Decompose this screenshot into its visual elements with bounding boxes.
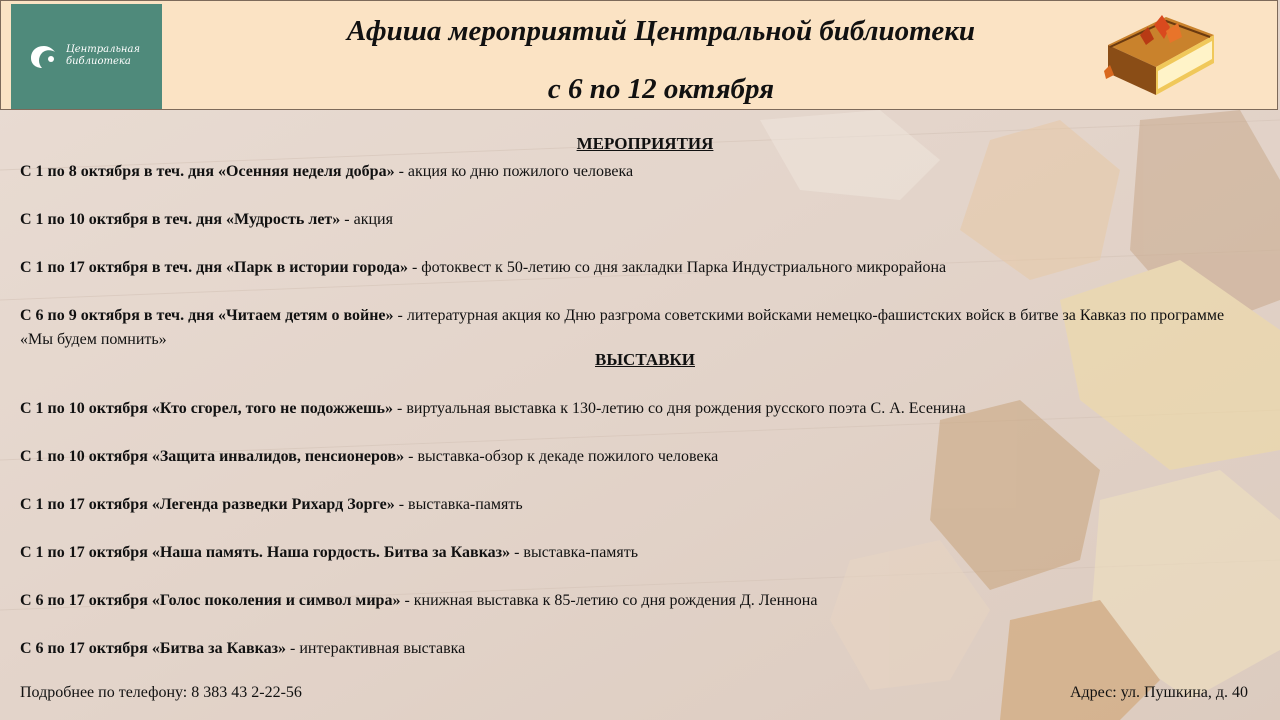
event-name: «Мудрость лет» (226, 211, 341, 228)
event-item (20, 208, 1240, 232)
logo-text-line2: библиотека (66, 56, 131, 67)
exhibition-name: «Кто сгорел, того не подожжешь» (151, 400, 394, 417)
footer-address: Адрес: ул. Пушкина, д. 40 (1069, 684, 1248, 701)
library-logo-icon (29, 44, 59, 70)
event-name: «Осенняя неделя добра» (218, 163, 395, 180)
exhibition-name: «Битва за Кавказ» (151, 640, 287, 657)
exhibition-item (20, 493, 1240, 517)
library-logo (11, 4, 162, 109)
event-name: «Читаем детям о войне» (218, 307, 394, 324)
exhibition-date: С 6 по 17 октября (20, 640, 148, 657)
exhibition-date: С 1 по 10 октября (20, 400, 148, 417)
exhibition-name: «Голос поколения и символ мира» (151, 592, 401, 609)
header-banner (0, 0, 1278, 110)
exhibition-date: С 1 по 10 октября (20, 448, 148, 465)
event-description: - литературная акция ко Дню разгрома советскими войсками немецко-фашистских войск в битве за Кавказ по программе «Мы будем помнить» (20, 307, 1225, 348)
exhibition-description: - интерактивная выставка (286, 640, 466, 657)
event-name: «Парк в истории города» (226, 259, 408, 276)
exhibitions-heading: ВЫСТАВКИ (595, 350, 695, 369)
event-item (20, 160, 1240, 184)
exhibition-item (20, 637, 1240, 661)
event-item (20, 256, 1240, 280)
exhibition-name: «Защита инвалидов, пенсионеров» (151, 448, 405, 465)
exhibition-item (20, 589, 1240, 613)
event-item (20, 304, 1240, 352)
exhibition-description: - выставка-память (394, 496, 523, 513)
event-date: С 1 по 17 октября в теч. дня (20, 259, 223, 276)
logo-text-line1: Центральная (66, 44, 141, 55)
exhibition-name: «Наша память. Наша гордость. Битва за Кавказ» (151, 544, 511, 561)
exhibition-item (20, 445, 1240, 469)
exhibition-item (20, 397, 1240, 421)
poster-title: Афиша мероприятий Центральной библиотеки (346, 15, 976, 47)
event-description: - акция (340, 211, 393, 228)
event-description: - фотоквест к 50-летию со дня закладки Парка Индустриального микрорайона (407, 259, 947, 276)
exhibition-date: С 1 по 17 октября (20, 544, 148, 561)
autumn-book-icon (1096, 5, 1221, 105)
poster-date-range: с 6 по 12 октября (547, 73, 775, 105)
exhibition-description: - выставка-обзор к декаде пожилого человека (404, 448, 719, 465)
exhibition-description: - выставка-память (510, 544, 639, 561)
exhibition-name: «Легенда разведки Рихард Зорге» (151, 496, 395, 513)
exhibition-item (20, 541, 1240, 565)
footer-phone: Подробнее по телефону: 8 383 43 2-22-56 (20, 684, 302, 701)
event-description: - акция ко дню пожилого человека (394, 163, 634, 180)
event-date: С 1 по 8 октября в теч. дня (20, 163, 215, 180)
exhibition-date: С 1 по 17 октября (20, 496, 148, 513)
events-heading: МЕРОПРИЯТИЯ (576, 134, 714, 153)
exhibition-description: - книжная выставка к 85-летию со дня рождения Д. Леннона (400, 592, 818, 609)
exhibition-description: - виртуальная выставка к 130-летию со дня рождения русского поэта С. А. Есенина (393, 400, 966, 417)
event-date: С 6 по 9 октября в теч. дня (20, 307, 215, 324)
exhibition-date: С 6 по 17 октября (20, 592, 148, 609)
event-date: С 1 по 10 октября в теч. дня (20, 211, 223, 228)
